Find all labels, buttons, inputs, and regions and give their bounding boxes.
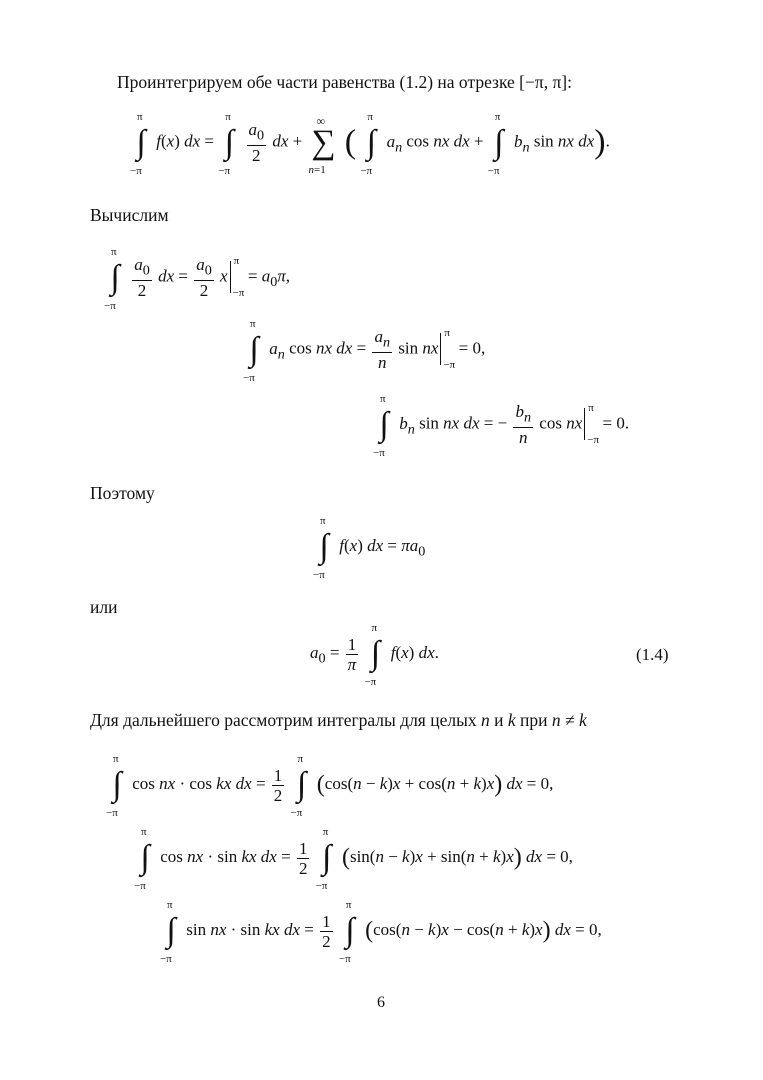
further-at: при bbox=[520, 710, 548, 730]
paragraph-compute: Вычислим bbox=[90, 205, 169, 225]
equation-cos-integral: π ∫ −π $a_n$ cos nx dx = $\frac{a_n}{n}$ sin nx π −π = 0, bbox=[243, 317, 486, 384]
paragraph-therefore: Поэтому bbox=[90, 483, 155, 503]
equation-integrated-series: π ∫ −π f(x) dx = π ∫ −π $\frac{a_0}{2}$ dx + ∞ ∑ n=1 ( π ∫ −π $a_n$ cos nx dx + π ∫ −π $b_n$ sin nx dx). bbox=[130, 110, 610, 177]
equation-a0-integral: π ∫ −π $\frac{a_0}{2}$ dx = $\frac{a_0}{2}$ x π −π = $a_0\pi$, bbox=[104, 245, 291, 312]
further-and: и bbox=[494, 710, 504, 730]
equation-cos-cos: π ∫ −π cos nx · cos kx dx = $\frac{1}{2}$ π ∫ −π (cos(n − k)x + cos(n + k)x) dx = 0, bbox=[106, 753, 554, 819]
equation-number: (1.4) bbox=[636, 645, 669, 664]
further-n: n bbox=[480, 710, 490, 730]
page-number: 6 bbox=[377, 994, 385, 1011]
equation-f-integral-result: π ∫ −π f(x) dx = $\pi a_0$ bbox=[313, 515, 426, 581]
further-k: k bbox=[507, 710, 516, 730]
equation-sin-integral: π ∫ −π $b_n$ sin nx dx = − $\frac{b_n}{n}$ cos nx π −π = 0. bbox=[373, 392, 630, 459]
further-cond: n ≠ k bbox=[551, 710, 587, 730]
equation-cos-sin: π ∫ −π cos nx · sin kx dx = $\frac{1}{2}$ π ∫ −π (sin(n − k)x + sin(n + k)x) dx = 0, bbox=[134, 826, 573, 892]
equation-a0-formula: $a_0$ = $\frac{1}{\pi}$ π ∫ −π f(x) dx. bbox=[310, 622, 439, 688]
paragraph-or: или bbox=[90, 597, 118, 617]
further-prefix: Для дальнейшего рассмотрим интегралы для целых bbox=[90, 710, 477, 730]
equation-sin-sin: π ∫ −π sin nx · sin kx dx = $\frac{1}{2}$ π ∫ −π (cos(n − k)x − cos(n + k)x) dx = 0, bbox=[160, 899, 602, 965]
paragraph-further bbox=[90, 710, 587, 731]
paragraph-intro: Проинтегрируем обе части равенства (1.2) на отрезке [−π, π]: bbox=[117, 72, 572, 92]
